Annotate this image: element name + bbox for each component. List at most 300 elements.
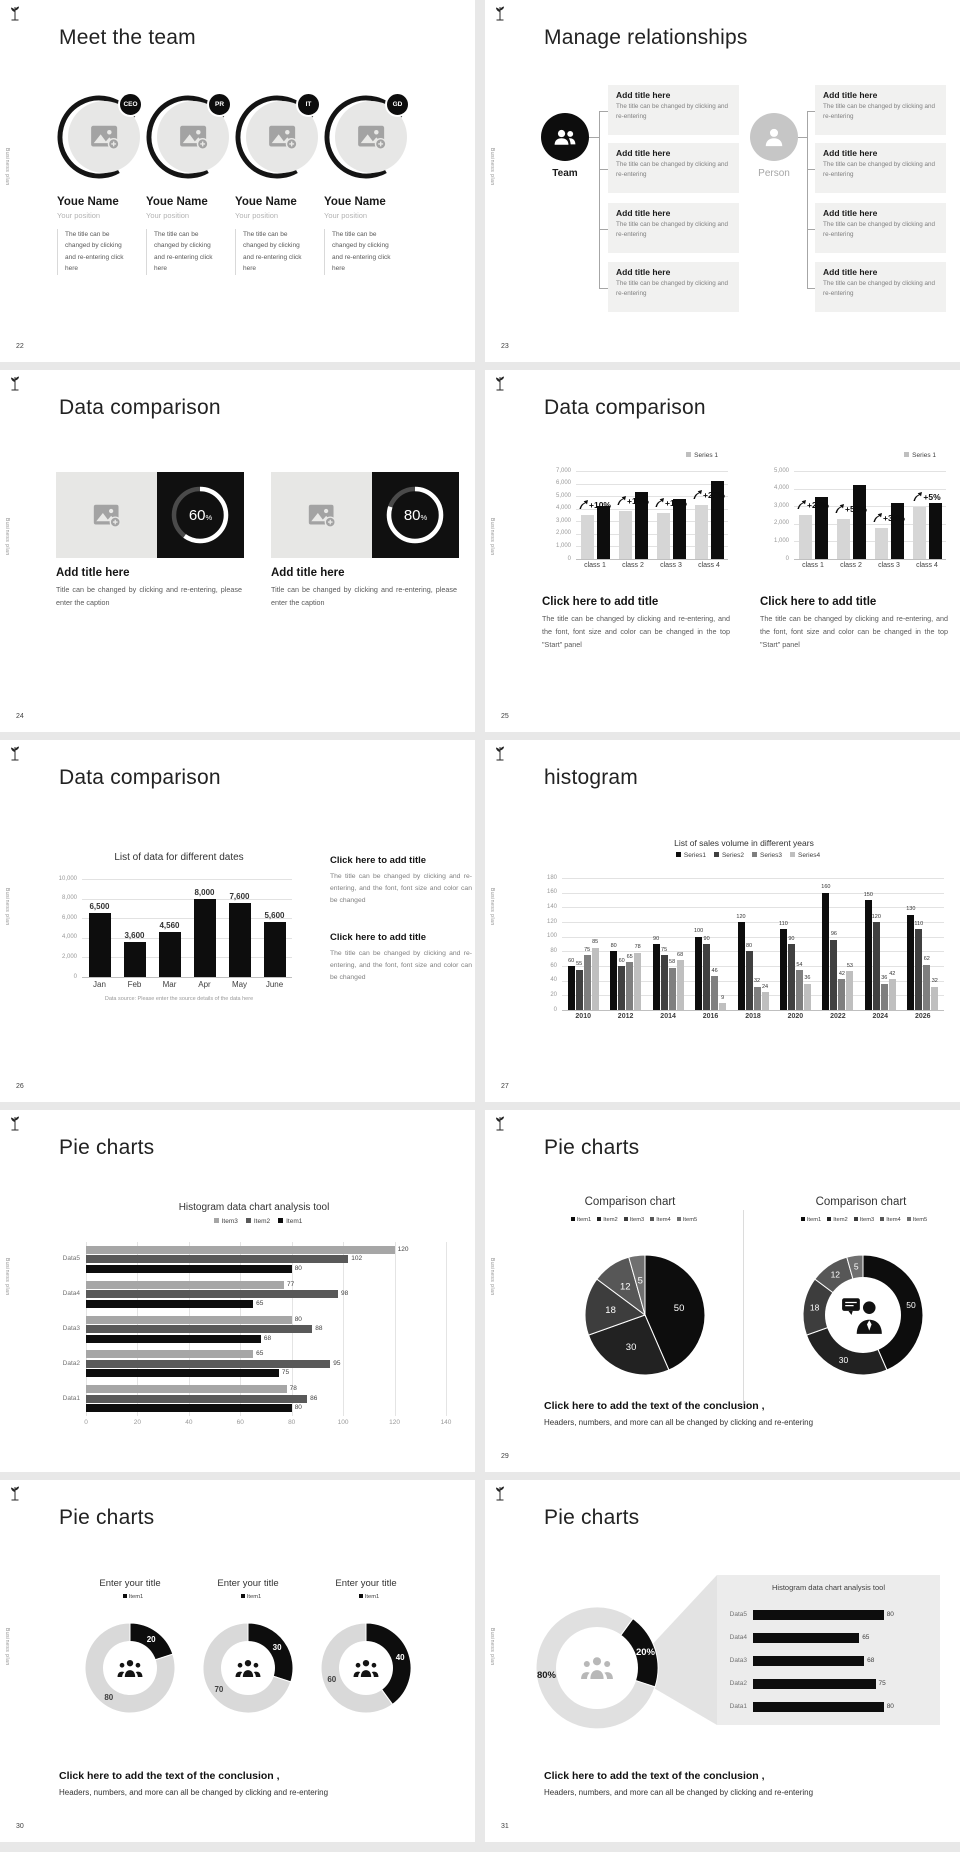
grid [562, 937, 944, 938]
xtick: 100 [337, 1419, 349, 1426]
xcat: class 2 [622, 562, 644, 569]
cline [807, 288, 815, 289]
ytick: 5,000 [555, 492, 571, 499]
ytick: 60 [550, 962, 557, 969]
bar [873, 922, 880, 1010]
people-group-icon [234, 1659, 262, 1677]
avatar [235, 92, 323, 184]
pie-chart [582, 1252, 708, 1383]
bar [669, 968, 676, 1011]
vlab: 90 [653, 935, 660, 942]
slide-29[interactable] [485, 1110, 960, 1472]
card-caption: Title can be changed by clicking and re-entering, please enter the caption [271, 585, 457, 607]
chart-legend [70, 1594, 190, 1600]
sidebar-vertical-text: Business plan [4, 1258, 10, 1296]
xcat: class 3 [660, 562, 682, 569]
vlab: 65 [626, 953, 633, 960]
vlab: 9 [721, 994, 725, 1001]
donut-title: Enter your title [99, 1578, 161, 1589]
member-name: Youe Name [324, 196, 386, 208]
bar [86, 1246, 395, 1254]
legend-label: Item3 [859, 1217, 875, 1223]
bar [923, 965, 930, 1011]
slide-28[interactable] [0, 1110, 475, 1472]
chart-legend [758, 452, 950, 459]
svg-text:30: 30 [272, 1642, 282, 1652]
svg-text:80%: 80% [536, 1670, 557, 1682]
conclusion-body: Headers, numbers, and more can all be changed by clicking and re-entering [544, 1418, 814, 1427]
hcat: Data1 [729, 1703, 747, 1711]
xcat: 2026 [915, 1013, 931, 1020]
image-placeholder [271, 472, 372, 558]
page-number: 27 [501, 1083, 509, 1090]
ytick: 100 [546, 933, 557, 940]
bar [86, 1395, 307, 1403]
bar [194, 899, 216, 977]
grid [562, 893, 944, 894]
sidebar-vertical-text: Business plan [489, 518, 495, 556]
chart-source-note: Data source: Please enter the source details of the data here [104, 996, 254, 1002]
grid [82, 879, 292, 880]
legend-label: Series 1 [912, 452, 936, 459]
svg-text:12: 12 [830, 1269, 841, 1280]
anno: +50% [829, 504, 873, 514]
block-title: Click here to add title [760, 596, 877, 608]
vlab: 78 [634, 944, 641, 951]
legend-label: Item4 [886, 1217, 901, 1223]
avatar [324, 92, 412, 184]
ytick: 120 [546, 918, 557, 925]
bar [738, 922, 745, 1010]
bar [86, 1360, 330, 1368]
conclusion-body: Headers, numbers, and more can all be changed by clicking and re-entering [59, 1788, 329, 1797]
chart-legend [306, 1594, 426, 1600]
info-box-body: The title can be changed by clicking and re-entering [823, 161, 936, 178]
info-box-title: Add title here [823, 267, 878, 277]
slide-title: Pie charts [59, 1506, 155, 1529]
slide-title: Data comparison [59, 766, 221, 789]
grid [562, 922, 944, 923]
legend-swatch [359, 1594, 363, 1598]
hlab: 75 [878, 1680, 886, 1688]
cline [599, 288, 608, 289]
ctitle: List of data for different dates [114, 852, 244, 863]
team-label: Team [552, 168, 578, 179]
sidebar-vertical-text: Business plan [4, 518, 10, 556]
person-circle [750, 113, 798, 161]
bar [568, 966, 575, 1010]
bar [576, 970, 583, 1010]
legend-label: Item1 [806, 1217, 822, 1223]
xcat: class 2 [840, 562, 862, 569]
member-name: Youe Name [235, 196, 297, 208]
vgrid [343, 1242, 344, 1416]
cline [599, 169, 608, 170]
hlab: 65 [256, 1350, 264, 1358]
ytick: 40 [550, 977, 557, 984]
bar [889, 979, 896, 1010]
hlab: 68 [867, 1657, 875, 1664]
legend-label: Item2 [253, 1218, 271, 1225]
vlab: 42 [889, 970, 896, 977]
person-icon [763, 126, 785, 148]
legend-label: Item1 [364, 1594, 380, 1600]
vlab: 7,600 [229, 891, 250, 901]
logo-icon [492, 1485, 508, 1502]
xcat: 2022 [830, 1013, 846, 1020]
info-box [815, 203, 946, 253]
bar [86, 1290, 338, 1298]
bar [719, 1003, 726, 1010]
xcat: 2016 [702, 1013, 719, 1020]
legend-swatch [571, 1217, 575, 1221]
block-title: Click here to add title [330, 855, 427, 866]
info-box-body: The title can be changed by clicking and re-entering [823, 221, 936, 238]
xcat: 2014 [660, 1013, 676, 1020]
vlab: 32 [931, 978, 938, 984]
bar [799, 515, 812, 559]
person-label: Person [758, 168, 790, 179]
image-placeholder-icon [93, 503, 121, 528]
ytick: 180 [546, 874, 557, 881]
xtick: 80 [288, 1419, 296, 1426]
cline [599, 111, 608, 112]
xcat: Apr [198, 980, 211, 989]
ytick: 0 [73, 973, 77, 980]
hlab: 65 [862, 1633, 870, 1641]
image-placeholder-icon [179, 124, 209, 150]
grid [794, 471, 946, 472]
legend-swatch [650, 1217, 654, 1221]
member-description: The title can be changed by clicking and re-entering click here [324, 229, 400, 275]
vlab: 58 [669, 959, 676, 965]
slide-30[interactable] [0, 1480, 475, 1842]
grid [82, 899, 292, 900]
legend-label: Item5 [912, 1217, 928, 1223]
grid [562, 878, 944, 879]
legend-label: Item1 [246, 1594, 262, 1600]
hlab: 65 [256, 1299, 264, 1307]
xcat: May [231, 980, 248, 989]
vlab: 90 [788, 935, 795, 942]
logo-icon [7, 375, 23, 392]
bar [677, 960, 684, 1010]
legend-label: Series4 [798, 852, 821, 859]
vlab: 5,600 [264, 911, 285, 921]
slide-24[interactable] [0, 370, 475, 732]
info-box-title: Add title here [823, 148, 878, 158]
legend-swatch [854, 1217, 858, 1221]
ytick: 5,000 [773, 467, 789, 474]
vlab: 55 [576, 961, 583, 968]
ytick: 6,000 [555, 480, 571, 487]
ctitle: Histogram data chart analysis tool [178, 1202, 330, 1213]
info-box-title: Add title here [823, 208, 878, 218]
hcat: Data5 [729, 1610, 747, 1618]
vlab: 62 [923, 956, 930, 962]
slide-title: Pie charts [544, 1506, 640, 1529]
hlab: 80 [294, 1404, 302, 1412]
xcat: 2012 [617, 1013, 634, 1020]
team-members-row [57, 92, 457, 275]
image-placeholder-icon [308, 503, 336, 528]
slide-22[interactable] [0, 0, 475, 362]
bar [913, 507, 926, 559]
page-number: 30 [16, 1823, 24, 1830]
bar [931, 987, 938, 1011]
info-box [608, 143, 739, 193]
hlab: 80 [294, 1315, 302, 1323]
logo-icon [7, 5, 23, 22]
grid [82, 957, 292, 958]
slide-title: Pie charts [59, 1136, 155, 1159]
bar [753, 1610, 884, 1620]
conclusion-title: Click here to add the text of the conclusion , [59, 1770, 280, 1782]
legend-label: Series3 [760, 852, 783, 859]
vlab: 60 [568, 957, 575, 964]
ytick: 1,000 [773, 537, 789, 544]
hlab: 80 [886, 1610, 894, 1618]
svg-text:30: 30 [838, 1354, 849, 1365]
member-position: Your position [324, 211, 368, 220]
vlab: 36 [881, 975, 888, 982]
legend-swatch [123, 1594, 127, 1598]
bar [762, 992, 769, 1010]
bar [86, 1300, 253, 1308]
sidebar-vertical-text: Business plan [4, 148, 10, 186]
legend-label: Item1 [128, 1594, 144, 1600]
vlab: 54 [796, 961, 803, 968]
ytick: 2,000 [555, 530, 571, 537]
logo-icon [7, 1115, 23, 1132]
card-caption: Title can be changed by clicking and re-entering, please enter the caption [56, 585, 242, 607]
legend-swatch [597, 1217, 601, 1221]
info-box-title: Add title here [616, 148, 671, 158]
xcat: Jan [93, 980, 106, 989]
svg-text:5: 5 [637, 1275, 643, 1287]
ytick: 4,000 [773, 485, 789, 492]
info-box-title: Add title here [823, 90, 878, 100]
bar [695, 505, 708, 559]
bar [703, 944, 710, 1010]
slide-title: Data comparison [544, 396, 706, 419]
card-title: Add title here [56, 567, 130, 579]
grid [562, 951, 944, 952]
progress-panel [372, 472, 459, 558]
vlab: 24 [761, 983, 769, 990]
cline [599, 111, 600, 289]
column-chart [540, 838, 948, 1038]
bar [881, 984, 888, 1010]
hlab: 95 [333, 1359, 341, 1367]
xcat: 2018 [745, 1013, 761, 1020]
vlab: 120 [736, 913, 746, 920]
hlab: 120 [397, 1245, 409, 1253]
image-placeholder-icon [268, 124, 298, 150]
svg-text:80: 80 [104, 1693, 114, 1703]
progress-panel [157, 472, 244, 558]
hlab: 102 [351, 1255, 363, 1263]
conclusion-title: Click here to add the text of the conclusion , [544, 1400, 765, 1412]
bar [229, 903, 251, 978]
legend-swatch [241, 1594, 245, 1598]
vlab: 110 [914, 920, 924, 927]
cline [807, 111, 815, 112]
member-description: The title can be changed by clicking and re-entering click here [235, 229, 311, 275]
progress-value: 60% [188, 506, 213, 524]
vgrid [395, 1242, 396, 1416]
info-box [815, 85, 946, 135]
bar [626, 962, 633, 1010]
image-placeholder-icon [357, 124, 387, 150]
team-member-card [324, 92, 413, 275]
xtick: 140 [440, 1419, 452, 1426]
anno: +22% [687, 490, 731, 500]
bar [929, 503, 942, 559]
info-box [815, 143, 946, 193]
image-placeholder [56, 472, 157, 558]
xcat: class 4 [916, 562, 938, 569]
ytick: 6,000 [61, 914, 77, 921]
info-box-title: Add title here [616, 267, 671, 277]
bar [753, 1656, 864, 1666]
ytick: 0 [567, 555, 571, 562]
slide-27[interactable] [485, 740, 960, 1102]
ytick: 3,000 [555, 517, 571, 524]
bar [86, 1325, 312, 1333]
cline [599, 229, 608, 230]
slide-title: Data comparison [59, 396, 221, 419]
ytick: 20 [550, 991, 557, 998]
legend-swatch [827, 1217, 831, 1221]
vlab: 42 [838, 970, 845, 977]
chart-title: Comparison chart [584, 1196, 676, 1208]
ytick: 7,000 [555, 467, 571, 474]
legend-swatch [907, 1217, 911, 1221]
conclusion-title: Click here to add the text of the conclusion , [544, 1770, 765, 1782]
vlab: 120 [871, 913, 881, 920]
page-number: 26 [16, 1083, 24, 1090]
chart-title: Histogram data chart analysis tool [772, 1583, 885, 1592]
ytick: 2,000 [773, 520, 789, 527]
info-box-body: The title can be changed by clicking and re-entering [823, 280, 936, 297]
stat-card [271, 472, 459, 558]
legend-swatch [677, 1217, 681, 1221]
chart-legend [771, 1217, 951, 1223]
ytick: 0 [553, 1006, 557, 1013]
info-box-body: The title can be changed by clicking and re-entering [616, 280, 729, 297]
svg-text:60: 60 [327, 1675, 337, 1685]
xcat: class 3 [878, 562, 900, 569]
block-body: The title can be changed by clicking and re-entering, and the font, font size and color can be changed [330, 950, 472, 982]
avatar [57, 92, 145, 184]
legend-swatch [624, 1217, 628, 1221]
legend-label: Item5 [682, 1217, 698, 1223]
grid [562, 907, 944, 908]
vlab: 36 [804, 975, 811, 982]
vlab: 130 [906, 906, 916, 913]
hcat: Data2 [62, 1359, 80, 1367]
svg-text:20: 20 [146, 1634, 156, 1644]
member-description: The title can be changed by clicking and re-entering click here [57, 229, 133, 275]
member-description: The title can be changed by clicking and re-entering click here [146, 229, 222, 275]
bar [695, 937, 702, 1010]
bar [86, 1404, 292, 1412]
bar [907, 915, 914, 1010]
anno: +18% [611, 496, 655, 506]
xcat: class 1 [584, 562, 606, 569]
column-chart [540, 463, 732, 573]
legend-label: Series1 [683, 852, 706, 859]
slide-25[interactable] [485, 370, 960, 732]
logo-icon [7, 745, 23, 762]
ytick: 1,000 [555, 542, 571, 549]
hcat: Data5 [62, 1255, 80, 1263]
svg-text:5: 5 [853, 1261, 859, 1272]
vlab: 96 [830, 931, 837, 938]
businessman-icon [840, 1296, 886, 1334]
anno: +34% [867, 513, 911, 523]
slide-23[interactable] [485, 0, 960, 362]
logo-icon [492, 745, 508, 762]
info-box [608, 262, 739, 312]
info-box-body: The title can be changed by clicking and re-entering [823, 103, 936, 120]
grid [576, 484, 728, 485]
hlab: 75 [281, 1369, 290, 1377]
sidebar-vertical-text: Business plan [4, 1628, 10, 1666]
bar [86, 1255, 348, 1263]
cline [807, 111, 808, 289]
column-chart [758, 463, 950, 573]
team-member-card [57, 92, 146, 275]
cline [798, 137, 807, 138]
svg-text:18: 18 [809, 1302, 820, 1313]
xtick: 0 [84, 1419, 88, 1426]
legend-label: Item3 [629, 1217, 645, 1223]
xcat: June [265, 980, 284, 989]
vlab: 80 [610, 942, 617, 949]
hcat: Data4 [729, 1633, 747, 1641]
hcat: Data2 [729, 1680, 747, 1688]
page-number: 24 [16, 713, 24, 720]
team-circle [541, 113, 589, 161]
slide-title: histogram [544, 766, 639, 789]
anno: +5% [905, 492, 949, 502]
hlab: 77 [287, 1280, 295, 1288]
anno: +10% [573, 500, 617, 510]
grid [794, 489, 946, 490]
bar [822, 893, 829, 1010]
info-box [608, 203, 739, 253]
ytick: 140 [546, 903, 557, 910]
member-position: Your position [146, 211, 190, 220]
hcat: Data1 [62, 1394, 80, 1402]
legend-label: Series2 [721, 852, 744, 859]
svg-text:20%: 20% [635, 1647, 656, 1659]
block-title: Click here to add title [330, 932, 427, 943]
slide-26[interactable] [0, 740, 475, 1102]
vlab: 150 [863, 891, 873, 898]
donut-title: Enter your title [335, 1578, 397, 1589]
svg-text:40: 40 [395, 1652, 405, 1662]
info-box [608, 85, 739, 135]
bar [804, 984, 811, 1010]
slide-31[interactable] [485, 1480, 960, 1842]
bar [124, 942, 146, 977]
bar [584, 955, 591, 1010]
team-member-card [146, 92, 235, 275]
svg-text:12: 12 [620, 1281, 631, 1293]
